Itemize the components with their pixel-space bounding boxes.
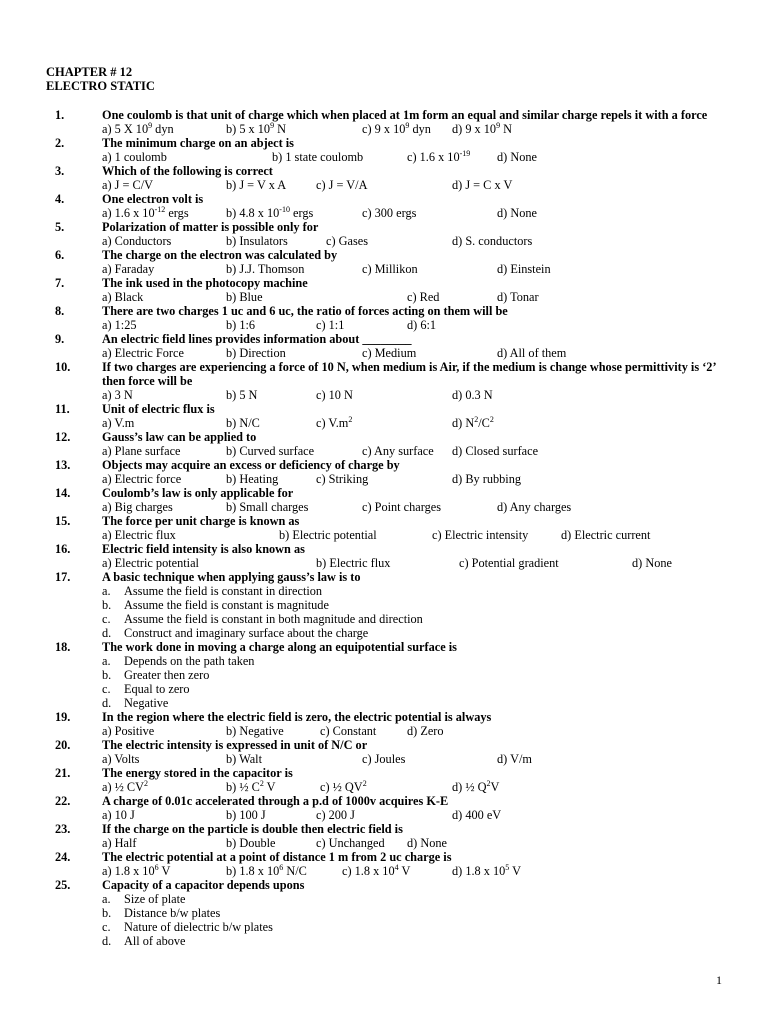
superscript: 2 [489, 415, 494, 424]
question-text: The energy stored in the capacitor is [102, 766, 293, 780]
option-a [102, 654, 736, 668]
question-number: 12. [55, 430, 71, 444]
superscript: 2 [486, 779, 491, 788]
question [46, 192, 736, 220]
question [46, 766, 736, 794]
question-number: 17. [55, 570, 71, 584]
option-b [102, 906, 736, 920]
option-c: c) 1:1 [316, 318, 345, 332]
question-number: 5. [55, 220, 65, 234]
option-text: Construct and imaginary surface about the charge [124, 626, 369, 640]
option-d: d) None [497, 150, 537, 164]
question-number: 23. [55, 822, 71, 836]
option-d: d) J = C x V [452, 178, 513, 192]
options-row [102, 290, 736, 304]
question-number: 25. [55, 878, 71, 892]
option-d: d) By rubbing [452, 472, 521, 486]
option-b: b) Curved surface [226, 444, 315, 458]
option-a: a) Positive [102, 724, 155, 738]
option-d: d) Zero [407, 724, 444, 738]
question-text: Capacity of a capacitor depends upons [102, 878, 305, 892]
question-text: There are two charges 1 uc and 6 uc, the ratio of forces acting on them will be [102, 304, 508, 318]
option-letter: a. [102, 892, 111, 906]
question [46, 458, 736, 486]
option-a: a) 1.8 x $10^6$ V [102, 863, 171, 878]
question-number: 24. [55, 850, 71, 864]
question-text: Objects may acquire an excess or deficiency of charge by [102, 458, 400, 472]
superscript: 9 [270, 121, 275, 130]
option-letter: b. [102, 668, 112, 682]
option-c: c) Medium [362, 346, 417, 360]
option-b: b) 4.8 x $10^{-10}$ ergs [226, 205, 314, 220]
option-b: b) 100 J [226, 808, 266, 822]
option-c: c) 10 N [316, 388, 353, 402]
question [46, 570, 736, 640]
question-number: 16. [55, 542, 71, 556]
options-row [102, 178, 736, 192]
option-b: b) Double [226, 836, 276, 850]
option-c: c) Point charges [362, 500, 441, 514]
options-row [102, 416, 736, 430]
option-d: d) None [407, 836, 447, 850]
question [46, 332, 736, 360]
option-b: b) Negative [226, 724, 284, 738]
option-d: d) $N^2/C^2$ [452, 415, 494, 430]
option-text: Size of plate [124, 892, 186, 906]
option-c [102, 682, 736, 696]
question [46, 542, 736, 570]
option-a: a) J = C/V [102, 178, 153, 192]
option-text: Negative [124, 696, 169, 710]
option-b: b) J = V x A [226, 178, 287, 192]
option-a: a) ½ $CV^2$ [102, 779, 149, 794]
option-c: c) Striking [316, 472, 369, 486]
option-text: Greater then zero [124, 668, 210, 682]
question-text: Polarization of matter is possible only for [102, 220, 319, 234]
option-c: c) Any surface [362, 444, 434, 458]
option-b: b) ½ $C^2$ V [226, 779, 276, 794]
option-c: c) 300 ergs [362, 206, 417, 220]
question [46, 136, 736, 164]
question-number: 11. [55, 402, 70, 416]
superscript: 6 [279, 863, 284, 872]
option-text: Assume the field is constant in both magnitude and direction [124, 612, 423, 626]
question-number: 22. [55, 794, 71, 808]
option-a: a) 1.6 x $10^{-12}$ ergs [102, 205, 189, 220]
question [46, 794, 736, 822]
option-letter: c. [102, 920, 111, 934]
option-b [102, 668, 736, 682]
question-text: The electric intensity is expressed in unit of N/C or [102, 738, 368, 752]
option-b: b) 1:6 [226, 318, 256, 332]
question-number: 1. [55, 108, 65, 122]
option-b: b) 1 state coulomb [272, 150, 364, 164]
option-d [102, 934, 736, 948]
question-text: The charge on the electron was calculated by [102, 248, 338, 262]
option-letter: b. [102, 906, 112, 920]
option-a: a) Half [102, 836, 137, 850]
question [46, 710, 736, 738]
question [46, 738, 736, 766]
options-row [102, 472, 736, 486]
option-a: a) Big charges [102, 500, 173, 514]
option-b: b) 5 N [226, 388, 258, 402]
question-text: Which of the following is correct [102, 164, 273, 178]
chapter-number: CHAPTER # 12 [46, 65, 133, 79]
question [46, 276, 736, 304]
option-c: c) $V.m^2$ [316, 415, 353, 430]
option-b [102, 598, 736, 612]
options-row [102, 864, 736, 878]
question-number: 4. [55, 192, 65, 206]
option-b: b) 5 x $10^9$ N [226, 121, 287, 136]
option-letter: a. [102, 654, 111, 668]
option-c [102, 920, 736, 934]
option-letter: c. [102, 682, 111, 696]
option-d [102, 696, 736, 710]
chapter-title: ELECTRO STATIC [46, 79, 155, 93]
question-number: 19. [55, 710, 71, 724]
superscript: 2 [348, 415, 353, 424]
question-number: 14. [55, 486, 71, 500]
question-text: Unit of electric flux is [102, 402, 215, 416]
option-a: a) Conductors [102, 234, 172, 248]
question-text: The electric potential at a point of distance 1 m from 2 uc charge is [102, 850, 452, 864]
option-d: d) S. conductors [452, 234, 533, 248]
superscript: -12 [154, 205, 166, 214]
question-text: The ink used in the photocopy machine [102, 276, 308, 290]
option-a [102, 584, 736, 598]
options-row [102, 206, 736, 220]
option-d: d) Tonar [497, 290, 539, 304]
question-text: One coulomb is that unit of charge which when placed at 1m form an equal and similar charge repels it with a force [102, 108, 708, 122]
options-row [102, 724, 736, 738]
question-number: 15. [55, 514, 71, 528]
option-b: b) J.J. Thomson [226, 262, 305, 276]
options-row [102, 262, 736, 276]
options-row [102, 752, 736, 766]
options-row [102, 388, 736, 402]
question-text: If the charge on the particle is double then electric field is [102, 822, 403, 836]
option-a: a) Electric force [102, 472, 182, 486]
question-number: 2. [55, 136, 65, 150]
question-text: The work done in moving a charge along an equipotential surface is [102, 640, 457, 654]
superscript: 9 [148, 121, 153, 130]
option-c: c) 1.6 x $10^{-19}$ [407, 149, 471, 164]
option-d: d) 6:1 [407, 318, 437, 332]
option-text: Nature of dielectric b/w plates [124, 920, 273, 934]
question-text: The force per unit charge is known as [102, 514, 300, 528]
option-a: a) 5 X $10^9$ dyn [102, 121, 174, 136]
option-text: Depends on the path taken [124, 654, 255, 668]
option-b: b) Blue [226, 290, 263, 304]
superscript: 9 [405, 121, 410, 130]
option-letter: b. [102, 598, 112, 612]
option-c: c) Gases [326, 234, 368, 248]
option-d: d) 0.3 N [452, 388, 493, 402]
option-c: c) 1.8 x $10^4$ V [342, 863, 411, 878]
options-row [102, 444, 736, 458]
option-c: c) Constant [320, 724, 377, 738]
options-row [102, 780, 736, 794]
question-number: 6. [55, 248, 65, 262]
question-text: A charge of 0.01c accelerated through a p.d of 1000v acquires K-E [102, 794, 449, 808]
question-text: One electron volt is [102, 192, 204, 206]
option-d: d) All of them [497, 346, 567, 360]
question-number: 20. [55, 738, 71, 752]
question-text: An electric field lines provides information about ________ [102, 332, 412, 346]
option-a: a) Black [102, 290, 144, 304]
option-b: b) Heating [226, 472, 279, 486]
option-b: b) Walt [226, 752, 263, 766]
option-d: d) Electric current [561, 528, 651, 542]
superscript: 2 [144, 779, 149, 788]
option-a: a) V.m [102, 416, 135, 430]
question [46, 486, 736, 514]
question [46, 878, 736, 948]
option-d: d) V/m [497, 752, 532, 766]
question-text: The minimum charge on an abject is [102, 136, 294, 150]
question [46, 402, 736, 430]
option-a: a) Electric potential [102, 556, 199, 570]
option-c: c) 9 x $10^9$ dyn [362, 121, 431, 136]
options-row [102, 808, 736, 822]
options-row [102, 500, 736, 514]
question-text: Gauss’s law can be applied to [102, 430, 257, 444]
options-row [102, 836, 736, 850]
option-a [102, 892, 736, 906]
option-c: c) Joules [362, 752, 406, 766]
question-number: 10. [55, 360, 71, 374]
question-number: 8. [55, 304, 65, 318]
question [46, 304, 736, 332]
option-d: d) Any charges [497, 500, 572, 514]
option-c: c) J = V/A [316, 178, 368, 192]
question-text: Electric field intensity is also known as [102, 542, 305, 556]
options-row [102, 122, 736, 136]
question [46, 220, 736, 248]
option-c: c) Red [407, 290, 440, 304]
option-c [102, 612, 736, 626]
question-number: 13. [55, 458, 71, 472]
option-c: c) ½ $QV^2$ [320, 779, 367, 794]
option-text: Assume the field is constant is magnitude [124, 598, 329, 612]
question [46, 850, 736, 878]
option-letter: d. [102, 934, 112, 948]
option-b: b) Insulators [226, 234, 288, 248]
options-row [102, 346, 736, 360]
option-a: a) 1:25 [102, 318, 137, 332]
option-b: b) Direction [226, 346, 286, 360]
option-letter: d. [102, 696, 112, 710]
option-a: a) Electric flux [102, 528, 176, 542]
question-text: Coulomb’s law is only applicable for [102, 486, 294, 500]
superscript: 2 [362, 779, 367, 788]
question-text: A basic technique when applying gauss’s law is to [102, 570, 361, 584]
superscript: 4 [394, 863, 399, 872]
option-b: b) Electric potential [279, 528, 377, 542]
option-text: Equal to zero [124, 682, 190, 696]
options-row [102, 234, 736, 248]
option-d: d) 1.8 x $10^5$ V [452, 863, 522, 878]
option-c: c) Potential gradient [459, 556, 559, 570]
option-text: All of above [124, 934, 186, 948]
question-list [46, 108, 736, 948]
options-row [102, 528, 736, 542]
option-a: a) Volts [102, 752, 140, 766]
question-number: 18. [55, 640, 71, 654]
option-a: a) 1 coulomb [102, 150, 167, 164]
superscript: 2 [259, 779, 264, 788]
options-row [102, 556, 736, 570]
option-d: d) Closed surface [452, 444, 539, 458]
question [46, 108, 736, 136]
question [46, 164, 736, 192]
option-b: b) Small charges [226, 500, 309, 514]
option-letter: c. [102, 612, 111, 626]
option-c: c) Unchanged [316, 836, 385, 850]
option-a: a) Faraday [102, 262, 155, 276]
superscript: -10 [279, 205, 290, 214]
superscript: 2 [474, 415, 479, 424]
option-text: Assume the field is constant in direction [124, 584, 323, 598]
option-d: d) 400 eV [452, 808, 502, 822]
option-d [102, 626, 736, 640]
question-number: 7. [55, 276, 65, 290]
option-c: c) Electric intensity [432, 528, 529, 542]
question-number: 3. [55, 164, 65, 178]
option-b: b) N/C [226, 416, 260, 430]
page-number: 1 [716, 973, 722, 987]
superscript: 5 [505, 863, 510, 872]
option-d: d) None [497, 206, 537, 220]
option-a: a) 3 N [102, 388, 133, 402]
option-c: c) Millikon [362, 262, 418, 276]
superscript: 6 [154, 863, 159, 872]
question-text: In the region where the electric field is zero, the electric potential is always [102, 710, 492, 724]
question-number: 21. [55, 766, 71, 780]
option-c: c) 200 J [316, 808, 355, 822]
option-letter: d. [102, 626, 112, 640]
superscript: 9 [496, 121, 501, 130]
question [46, 822, 736, 850]
question-text: If two charges are experiencing a force of 10 N, when medium is Air, if the medium is change whose permittivity is ‘2’ then force will be [102, 360, 716, 388]
question [46, 640, 736, 710]
option-d: d) 9 x $10^9$ N [452, 121, 513, 136]
option-b: b) 1.8 x $10^6$ N/C [226, 863, 307, 878]
superscript: -19 [459, 149, 471, 158]
question [46, 360, 736, 402]
question [46, 430, 736, 458]
option-b: b) Electric flux [316, 556, 391, 570]
option-d: d) Einstein [497, 262, 551, 276]
option-letter: a. [102, 584, 111, 598]
question-number: 9. [55, 332, 65, 346]
options-row [102, 150, 736, 164]
question [46, 248, 736, 276]
option-d: d) ½ $Q^2V$ [452, 779, 500, 794]
option-text: Distance b/w plates [124, 906, 221, 920]
option-a: a) 10 J [102, 808, 135, 822]
options-row [102, 318, 736, 332]
option-d: d) None [632, 556, 672, 570]
option-a: a) Electric Force [102, 346, 184, 360]
option-a: a) Plane surface [102, 444, 181, 458]
question [46, 514, 736, 542]
